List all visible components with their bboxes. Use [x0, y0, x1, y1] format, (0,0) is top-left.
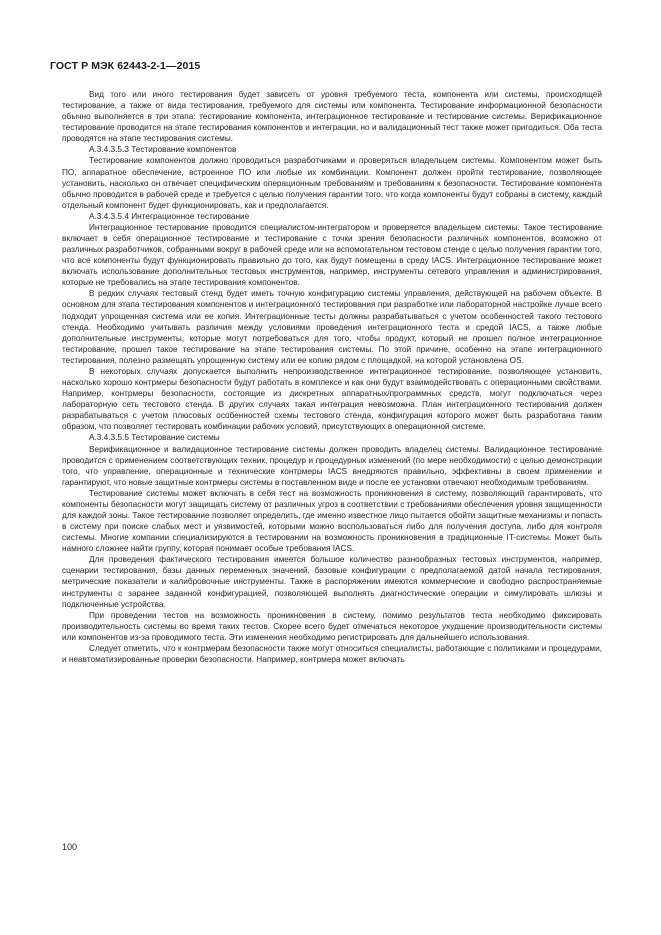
body-paragraph: Верификационное и валидационное тестирование системы должен проводить владелец системы. Валидационное тестирование проводится с применением соответствующих техник, процедур и процедурных изменений (по мере необходимости) с целью демонстрации того, что управление, операционные и технические контрмеры IACS внедряются правильно, эффективны в своем применении и гарантируют, что новые защитные контрмеры системы в поставленном виде и после ее установки отвечают необходимым требованиям.	[62, 444, 602, 487]
page-number: 100	[62, 842, 78, 852]
body-paragraph: Тестирование компонентов должно проводиться разработчиками и проверяться владельцем системы. Компонентом может быть ПО, аппаратное обеспечение, встроенное ПО или любые их комбинации. Компонент должен пройти тестирование, позволяющее установить, насколько он отвечает специфическим операционным требованиям и требованиям к безопасности. Тестирование компонента обычно проводится в рабочей среде и требуется с целью получения гарантии того, что когда компоненты будут собраны в систему, каждый отдельный компонент будет функционировать, как и предполагается.	[62, 156, 602, 210]
body-paragraph: В редких случаях тестовый стенд будет иметь точную конфигурацию системы управления, действующей на рабочем объекте. В основном для этапа тестирования компонентов и интеграционного тестирования при разработке или лабораторной настройке лучше всего подходит упрощенная система или ее копия. Интеграционные тесты должны разрабатываться с учетом особенностей такого тестового стенда. Необходимо учитывать различия между условиями проведения интеграционного теста и средой IACS, а также любые дополнительные инструменты, которые могут потребоваться для того, чтобы продукт, который не прошел полное интеграционное тестирование, прошел такое тестирование на этапе тестирования системы. По этой причине, особенно на этапе интеграционного тестирования, полезно размещать упрощенную систему или ее копию рядом с площадкой, на которой установлена OS.	[62, 289, 602, 365]
document-body	[62, 89, 602, 665]
section-heading: A.3.4.3.5.3 Тестирование компонентов	[89, 145, 237, 155]
body-paragraph: Для проведения фактического тестирования имеется большое количество разнообразных тестовых инструментов, например, сценарии тестирования, базы данных переменных значений, базовые конфигурации с предполагаемой датой начала тестирования, метрические показатели и калибровочные инструменты. Также в распоряжении имеются коммерческие и свободно распространяемые инструменты с заранее заданной конфигурацией, позволяющей выполнять диагностические операции и симулировать шлюзы и подключенные устройства.	[62, 555, 602, 609]
body-paragraph: Интеграционное тестирование проводится специалистом-интегратором и проверяется владельцем системы. Такое тестирование включает в себя операционное тестирование и тестирование с точки зрения безопасности различных компонентов, возможно от различных разработчиков, собранными вокруг в рабочей среде или на вспомогательном тестовом стенде с целью получения гарантии того, что все компоненты будут функционировать правильно до того, как будут помещены в среду IACS. Интеграционное тестирование может включать использование дополнительных тестовых инструментов, например, инструменты сетевого управления и администрирования, которые не требовались на этапе тестирования компонентов.	[62, 222, 602, 288]
section-heading: A.3.4.3.5.5 Тестирование системы	[89, 433, 220, 443]
body-paragraph: В некоторых случаях допускается выполнить непроизводственное интеграционное тестирование, позволяющее установить, насколько хорошо контрмеры безопасности будут работать в комплексе и как они будут взаимодействовать с операционными свойствами. Например, контрмеры безопасности, состоящие из дискретных аппаратных/программных средств, могут подключаться через лабораторную сеть тестового стенда. В других случаях такая интеграция невозможна. План интеграционного тестирования должен разрабатываться с учетом плюсовых особенностей схемы тестового стенда, конфигурация которого может быть разработана таким образом, что позволяет тестировать комбинации рабочих условий, присутствующих в операционной системе.	[62, 366, 602, 432]
body-paragraph: Тестирование системы может включать в себя тест на возможность проникновения в систему, позволяющий гарантировать, что компоненты безопасности могут защищать систему от различных угроз в соответствии с требованиями обеспечения уровня защищенности для каждой зоны. Такое тестирование позволяет определить, где именно известное лицо пытается обойти защитные механизмы и попасть в систему при поиске слабых мест и уязвимостей, которыми можно воспользоваться либо для получения доступа, либо для контроля системы. Многие компании специализируются в тестировании на возможность проникновения в традиционные IT-системы. Может быть намного сложнее найти группу, которая понимает особые требования IACS.	[62, 488, 602, 554]
document-header: ГОСТ Р МЭК 62443-2-1—2015	[50, 60, 201, 72]
body-paragraph: Следует отметить, что к контрмерам безопасности также могут относиться специалисты, работающие с политиками и процедурами, и неавтоматизированные проверки безопасности. Например, контрмера может включать	[62, 643, 602, 664]
body-paragraph: Вид того или иного тестирования будет зависеть от уровня требуемого теста, компонента или системы, происходящей тестирование, а также от вида тестирования, требуемого для системы или компонента. Тестирование информационной безопасности обычно выполняется в три этапа: тестирование компонента, интеграционное тестирование и тестирование системы. Верификационное тестирование проводится на этапе тестирования компонентов и интеграции, но и валидационный тест также может пригодиться. Оба теста проводятся на этапе тестирования системы.	[62, 90, 602, 144]
section-heading: A.3.4.3.5.4 Интеграционное тестирование	[89, 211, 250, 221]
body-paragraph: При проведении тестов на возможность проникновения в систему, помимо результатов теста необходимо фиксировать производительность системы во время таких тестов. Скорее всего будет отмечаться некоторое ухудшение производительности системы или компонентов из-за проводимого теста. Эти изменения необходимо регистрировать для дальнейшего использования.	[62, 610, 602, 642]
